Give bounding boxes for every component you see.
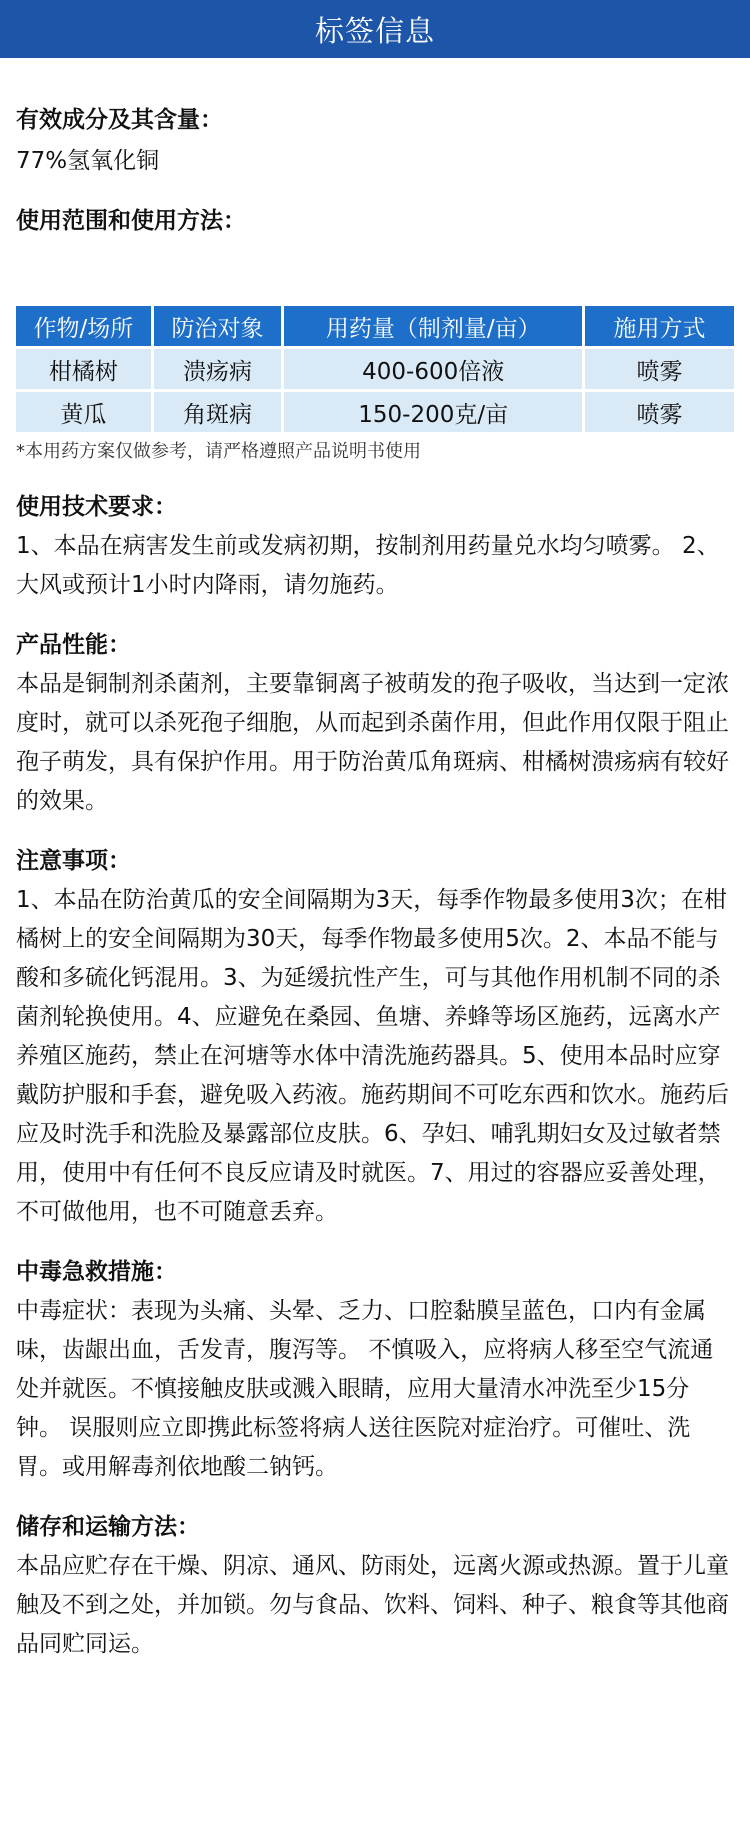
usage-note: *本用药方案仅做参考，请严格遵照产品说明书使用 — [16, 441, 421, 462]
cautions-label: 注意事项： — [16, 848, 131, 874]
cautions-text: 1、本品在防治黄瓜的安全间隔期为3天，每季作物最多使用3次；在柑橘树上的安全间隔期为30天，每季作物最多使用5次。2、本品不能与酸和多硫化钙混用。3、为延缓抗性产生，可与其他作用机制不同的杀菌剂轮换使用。4、应避免在桑园、鱼塘、养蜂等场区施药，远离水产养殖区施药，禁止在河塘等水体中清洗施药器具。5、使用本品时应穿戴防护服和手套，避免吸入药液。施药期间不可吃东西和饮水。施药后应及时洗手和洗脸及暴露部位皮肤。6、孕妇、哺乳期妇女及过敏者禁用，使用中有任何不良反应请及时就医。7、用过的容器应妥善处理，不可做他用，也不可随意丢弃。 — [16, 887, 729, 1225]
usage-table — [13, 303, 737, 435]
label-content — [0, 102, 750, 1664]
table-row — [16, 392, 734, 432]
tech-section — [16, 489, 734, 605]
header-dosage: 用药量（制剂量/亩） — [284, 306, 582, 346]
ingredient-value: 77%氢氧化铜 — [16, 148, 160, 174]
table-header-row — [16, 306, 734, 346]
cell-crop: 柑橘树 — [16, 349, 151, 389]
cell-method: 喷雾 — [585, 349, 734, 389]
header-crop: 作物/场所 — [16, 306, 151, 346]
ingredient-section — [16, 102, 734, 181]
performance-label: 产品性能： — [16, 632, 131, 658]
ingredient-label: 有效成分及其含量： — [16, 107, 223, 133]
usage-table-wrap — [16, 303, 734, 435]
header-method: 施用方式 — [585, 306, 734, 346]
cell-target: 溃疡病 — [154, 349, 282, 389]
cell-method: 喷雾 — [585, 392, 734, 432]
firstaid-section — [16, 1254, 734, 1487]
performance-text: 本品是铜制剂杀菌剂，主要靠铜离子被萌发的孢子吸收，当达到一定浓度时，就可以杀死孢子细胞，从而起到杀菌作用，但此作用仅限于阻止孢子萌发，具有保护作用。用于防治黄瓜角斑病、柑橘树溃疡病有较好的效果。 — [16, 671, 729, 814]
storage-text: 本品应贮存在干燥、阴凉、通风、防雨处，远离火源或热源。置于儿童触及不到之处，并加锁。勿与食品、饮料、饲料、种子、粮食等其他商品同贮同运。 — [16, 1553, 729, 1657]
header-target: 防治对象 — [154, 306, 282, 346]
cell-target: 角斑病 — [154, 392, 282, 432]
firstaid-label: 中毒急救措施： — [16, 1259, 177, 1285]
cell-dosage: 150-200克/亩 — [284, 392, 582, 432]
header-bar — [0, 0, 750, 58]
tech-text: 1、本品在病害发生前或发病初期，按制剂用药量兑水均匀喷雾。 2、大风或预计1小时内降雨，请勿施药。 — [16, 533, 720, 598]
table-row — [16, 349, 734, 389]
storage-section — [16, 1509, 734, 1664]
performance-section — [16, 627, 734, 821]
usage-section — [16, 203, 734, 467]
cell-crop: 黄瓜 — [16, 392, 151, 432]
cautions-section — [16, 843, 734, 1232]
page-title: 标签信息 — [314, 13, 435, 48]
tech-label: 使用技术要求： — [16, 494, 177, 520]
usage-label: 使用范围和使用方法： — [16, 208, 246, 234]
cell-dosage: 400-600倍液 — [284, 349, 582, 389]
storage-label: 储存和运输方法： — [16, 1514, 200, 1540]
firstaid-text: 中毒症状：表现为头痛、头晕、乏力、口腔黏膜呈蓝色，口内有金属味，齿龈出血，舌发青，腹泻等。 不慎吸入，应将病人移至空气流通处并就医。不慎接触皮肤或溅入眼睛，应用大量清水冲洗至少15分钟。 误服则应立即携此标签将病人送往医院对症治疗。可催吐、洗胃。或用解毒剂依地酸二钠钙。 — [16, 1298, 714, 1480]
